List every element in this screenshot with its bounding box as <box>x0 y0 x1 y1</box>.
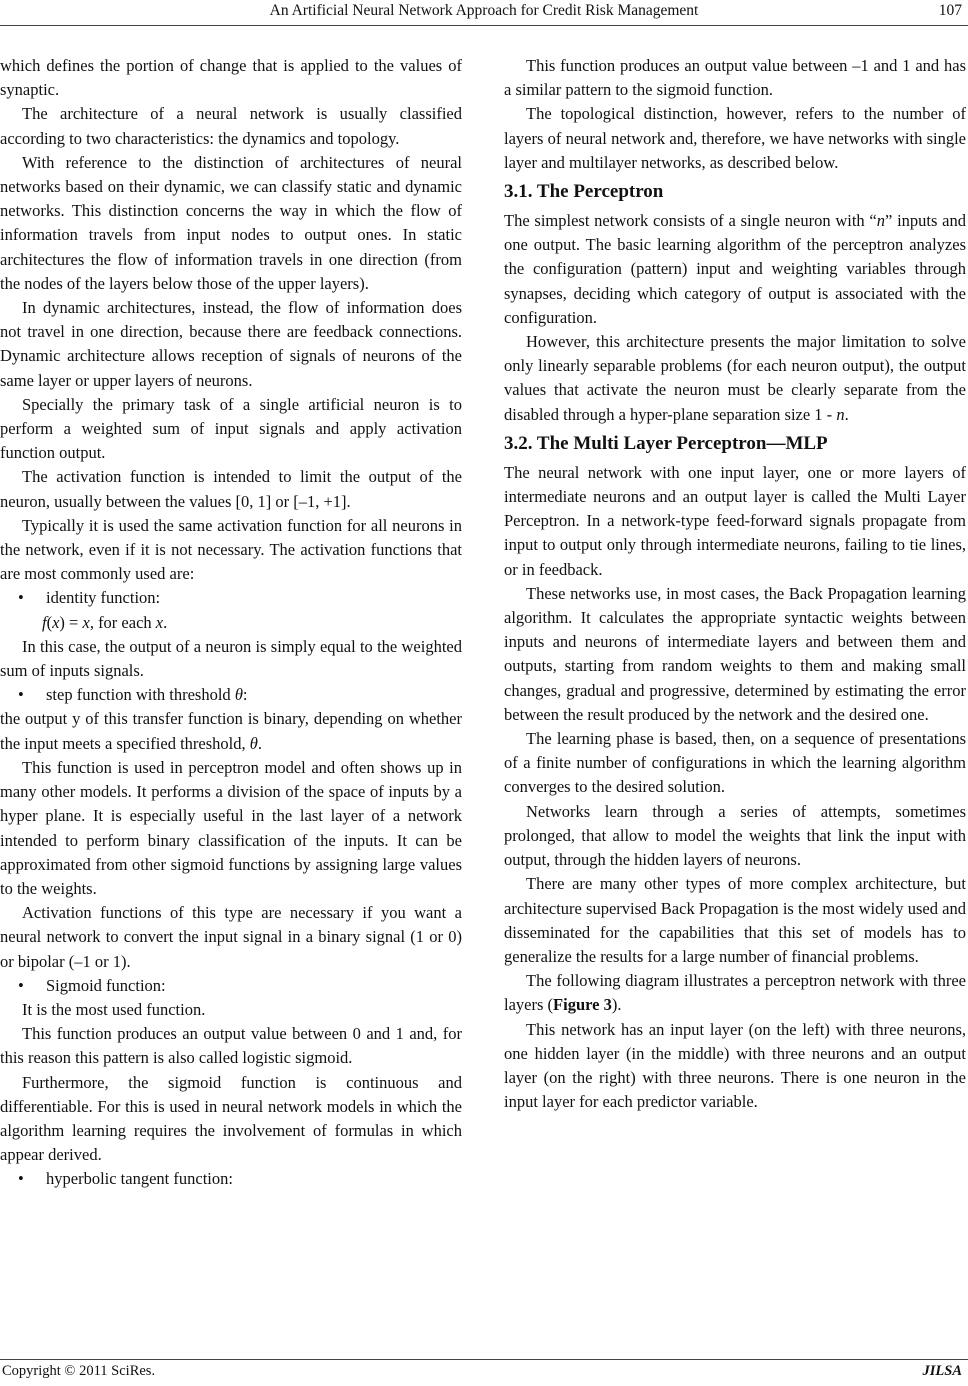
paragraph: In dynamic architectures, instead, the flow of information does not travel in one direction, because there are feedback connections. Dynamic architecture allows reception of signals of neurons of the same layer or upper layers of neurons. <box>0 298 462 390</box>
paragraph-text: the output y of this transfer function is binary, depending on whether the input meets a specified threshold, <box>0 709 462 753</box>
paragraph: which defines the portion of change that is applied to the values of synaptic. <box>0 56 462 100</box>
paragraph: This network has an input layer (on the left) with three neurons, one hidden layer (in the middle) with three neurons and an output layer (on the right) with three neurons. There is one neuron in the input layer for each predictor variable. <box>504 1019 966 1112</box>
paragraph: In this case, the output of a neuron is simply equal to the weighted sum of inputs signals. <box>0 636 462 681</box>
paragraph: The architecture of a neural network is usually classified according to two characteristics: the dynamics and topology. <box>0 104 462 148</box>
copyright-notice: Copyright © 2011 SciRes. <box>2 1363 156 1379</box>
left-column <box>0 54 462 1192</box>
journal-name: JILSA <box>922 1363 962 1379</box>
list-item-text: : <box>242 685 248 705</box>
math-symbol: n <box>836 404 845 424</box>
formula-text: , for each <box>89 612 156 632</box>
paragraph: It is the most used function. <box>22 999 206 1019</box>
formula-symbol: x <box>155 612 164 632</box>
paragraph: The neural network with one input layer, one or more layers of intermediate neurons and an output layer is called the Multi Layer Perceptron. In a network-type feed-forward signals propagate from input to output only through intermediate neurons, failing to tie lines, or in feedback. <box>504 462 966 579</box>
list-item: • identity function: <box>0 586 462 610</box>
formula-identity: f(x) = x, for each x. <box>42 612 168 632</box>
paragraph: The activation function is intended to limit the output of the neuron, usually between the values [0, 1] or [–1, +1]. <box>0 467 462 511</box>
paragraph <box>0 707 462 755</box>
paragraph: Activation functions of this type are necessary if you want a neural network to convert the input signal in a binary signal (1 or 0) or bipolar (–1 or 1). <box>0 903 462 971</box>
figure-reference[interactable]: Figure 3 <box>553 995 612 1015</box>
paragraph <box>504 330 966 427</box>
bullet-list <box>0 586 462 610</box>
paragraph: The topological distinction, however, refers to the number of layers of neural network and, therefore, we have networks with single layer and multilayer networks, as described below. <box>504 104 966 172</box>
paragraph: The learning phase is based, then, on a sequence of presentations of a finite number of configurations in which the learning algorithm converges to the desired solution. <box>504 729 966 797</box>
formula-text: ) = <box>59 612 83 632</box>
paragraph-text: . <box>257 733 262 753</box>
paragraph: This function produces an output value between –1 and 1 and has a similar pattern to the sigmoid function. <box>504 56 966 100</box>
list-item <box>0 683 462 707</box>
paragraph: Furthermore, the sigmoid function is continuous and differentiable. For this is used in neural network models in which the algorithm learning requires the involvement of formulas in which appear derived. <box>0 1072 462 1165</box>
paragraph-text: . <box>844 404 849 424</box>
section-heading: 3.2. The Multi Layer Perceptron—MLP <box>504 432 828 454</box>
formula-text: . <box>163 612 168 632</box>
paragraph: This function is used in perceptron model and often shows up in many other models. It performs a division of the space of inputs by a hyper plane. It is especially useful in the last layer of a network intended to perform binary classification of the inputs. It can be approximated from other sigmoid functions by assigning large values to the weights. <box>0 757 462 898</box>
footer-rule <box>0 1359 968 1360</box>
running-title: An Artificial Neural Network Approach for Credit Risk Management <box>269 2 699 19</box>
header-rule <box>0 25 968 26</box>
paragraph-text: ). <box>611 995 622 1015</box>
paragraph: Networks learn through a series of attempts, sometimes prolonged, that allow to model the weights that link the input with output, through the hidden layers of neurons. <box>504 801 966 870</box>
paragraph: These networks use, in most cases, the Back Propagation learning algorithm. It calculates the appropriate syntactic weights between inputs and neurons of intermediate layers and between them and outputs, starting from random weights to them and making small changes, gradual and progressive, determined by estimating the error between the result produced by the network and the desired one. <box>504 583 966 724</box>
math-symbol: n <box>876 211 885 231</box>
list-item-text: step function with threshold <box>46 685 235 705</box>
paragraph <box>504 969 966 1017</box>
bullet-list <box>0 1167 462 1191</box>
list-item: • Sigmoid function: <box>0 974 462 998</box>
bullet-list <box>0 683 462 707</box>
theta-symbol: θ <box>234 685 243 705</box>
paragraph-text: However, this architecture presents the major limitation to solve only linearly separable problems (for each neuron output), the output values that activate the neuron must be clearly separate from the disabled through a hyper-plane separation size 1 - <box>504 332 966 424</box>
running-header <box>0 0 968 26</box>
section-heading: 3.1. The Perceptron <box>504 181 664 203</box>
right-column <box>504 54 966 1114</box>
theta-symbol: θ <box>249 733 258 753</box>
formula-symbol: f <box>42 612 47 632</box>
paragraph: With reference to the distinction of architectures of neural networks based on their dynamic, we can classify static and dynamic networks. This distinction concerns the way in which the flow of information travels from input nodes to output ones. In static architectures the flow of information travels in one direction (from the nodes of the layers below those of the upper layers). <box>0 152 462 293</box>
page-number: 107 <box>938 2 962 19</box>
paragraph <box>504 209 966 330</box>
paragraph: This function produces an output value between 0 and 1 and, for this reason this pattern is also called logistic sigmoid. <box>0 1024 462 1068</box>
formula-symbol: x <box>52 612 60 632</box>
list-item: • hyperbolic tangent function: <box>0 1167 462 1191</box>
bullet-list <box>0 974 462 998</box>
paragraph-text: The simplest network consists of a single neuron with “ <box>504 211 877 231</box>
paragraph: Specially the primary task of a single artificial neuron is to perform a weighted sum of input signals and apply activation function output. <box>0 394 462 463</box>
paragraph-text: The following diagram illustrates a perceptron network with three layers ( <box>504 971 966 1015</box>
formula-symbol: x <box>82 612 90 632</box>
paragraph-text: ” inputs and one output. The basic learning algorithm of the perceptron analyzes the configuration (pattern) input and weighting variables through synapses, deciding which category of output is associated with the configuration. <box>504 211 966 327</box>
paragraph: There are many other types of more complex architecture, but architecture supervised Back Propagation is the most widely used and disseminated for the capabilities that this set of models has to generalize the results for a large number of financial problems. <box>504 874 966 966</box>
paragraph: Typically it is used the same activation function for all neurons in the network, even if it is not necessary. The activation functions that are most commonly used are: <box>0 515 462 584</box>
